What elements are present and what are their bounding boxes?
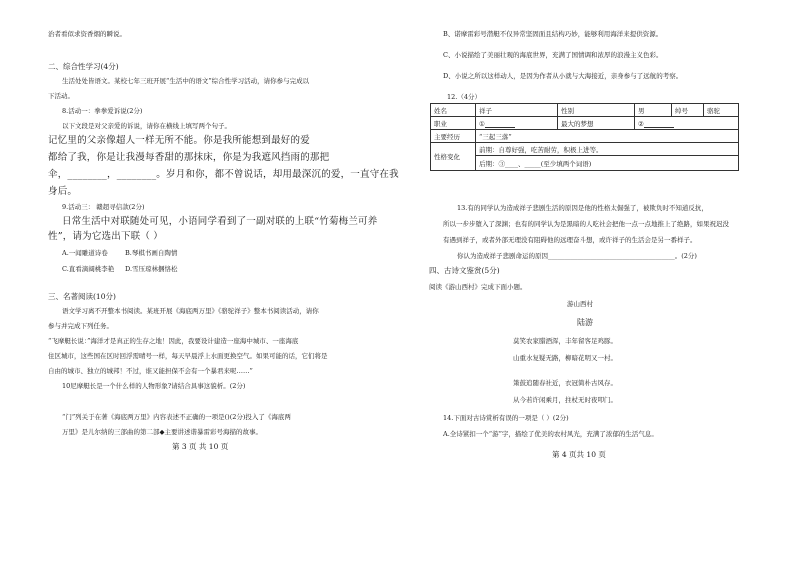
activity-1-desc: 以下文段是对父亲爱的诉说，请你在横线上填写两个句子。 [62,122,231,130]
option-c-right: C、小说描绘了美丽壮观的海底世界，充满了国情调和浓厚的浪漫主义色彩。 [443,51,663,59]
poem-line-4: 从今若许闲乘月，拄杖无时夜叩门。 [513,396,617,404]
table-cell: “三起三落” [476,130,739,143]
section-2-intro-cont: 下活动。 [48,92,74,100]
question-14-option-a: A.全诗紧扣一个“游”字，描绘了优美的农村风光，充满了浓郁的生活气息。 [443,430,658,438]
question-13-line-4: 你认为造成祥子悲剧命运的原因_______________________________________。(2分) [457,252,697,260]
option-d: D.雪压琼林捆恪松 [125,265,178,273]
table-cell: 后期：③____、_____(至少填两个词语) [476,156,739,171]
table-cell: 性格变化 [431,143,476,171]
poem-line-3: 箫鼓追随春社近，衣冠简朴古风存。 [513,379,617,387]
option-b-right: B、诺摩雷彩号潜艇不仅异常坚固面且结构巧妙，能够利用海洋来提供资源。 [443,30,663,38]
question-13-line-2: 所以一步步堕入了深渊；也有的同学认为是黑暗的人吃社会把他一点一点地推上了绝路，如果祝迟没 [443,220,729,228]
poem-line-1: 莫笑农家腊酒浑，丰年留客足鸡豚。 [513,337,617,345]
table-cell: 主要经历 [431,130,476,143]
activity-1-title: 8.活动一：拳拳爱诉说(2分) [62,107,143,115]
option-c: C.直看滴阔桃李艳 [62,265,115,273]
section-2-title: 二、综合性学习(4分) [48,62,119,71]
blank-1: ① [479,119,485,128]
quote-line-1: “飞摩艇长说：”海洋才是真正的生存之地！因此，我要设计建造一座海中城市、一座海底 [48,337,299,345]
table-cell: 前期：自尊好强，吃苦耐劳，积极上进等。 [476,143,739,156]
character-profile-table [430,103,739,171]
question-12: 12.（4分） [447,93,481,101]
question-11-line-1: “门”列关于在著《海底两万里》内容表述不正确的一项是()(2分)投入了《海底两 [62,413,291,421]
quote-line-3: 自由的城市、独立的城邦！不过，谁又能担保不会有一个暴君来呢……” [48,367,253,375]
table-cell: 职业 [431,117,476,130]
option-b: B.琴棋书画自陶情 [125,249,178,257]
option-d-right: D、小说之所以这样动人，是因为作者从小就与大海接近，亲身参与了远航的考察。 [443,72,683,80]
activity-2-line-1: 日常生活中对联随处可见，小语同学看到了一副对联的上联“竹菊梅兰可养 [62,216,378,227]
question-11-line-2: 万里》是儿尔纳的三部曲的第二部◆主要讲述谐暴雷彩号海描的故事。 [62,428,262,436]
option-a: A.一闻雕道诗卷 [62,249,108,257]
table-cell: 骆驼 [704,104,739,117]
top-line: 治者看似求资香烟的瞬说。 [48,30,126,38]
question-10: 10尼摩艇长是一个什么样的人物形象?请结合具事这貌析。(2分) [62,382,246,390]
answer-blank[interactable] [644,119,674,128]
table-cell: 性别 [558,104,635,117]
activity-2-line-2: 性”，请为它选出下联（ ） [48,231,163,242]
right-page [397,0,794,561]
paragraph-line-3: 伞，________，________。岁月和你，都不曾说话，却用最深沉的爱，一直守在我 [48,169,399,180]
question-13-line-3: 有遇到祥子，或者外部无理没有阻碍他的远理奋斗想，或许祥子的生活会是另一番样子。 [443,236,697,244]
activity-2-title: 9.活动三： 赣超寻信款(2分) [62,203,145,211]
poem-author: 陆游 [577,318,593,327]
paragraph-line-2: 都给了我，你是让我漫每香甜的那抹床，你是为我遮风挡雨的那把 [48,152,330,163]
section-3-title: 三、名著阅读(10分) [48,292,116,301]
table-cell [635,117,739,130]
table-cell: 男 [635,104,672,117]
poem-title: 游山西村 [567,300,593,308]
question-14: 14.下面对古诗赏析有误的一项是（ ）(2分) [443,414,569,422]
table-cell: 祥子 [476,104,558,117]
section-3-line-2: 参与并完成下列任务。 [48,322,113,330]
question-13-line-1: 13.有的同学认为造成祥子悲剧生活的原因是他的性格太倔强了，被欺负时不知道反抗， [457,204,708,212]
poem-line-2: 山重水复疑无路，柳暗花明又一村。 [513,354,617,362]
table-cell: 姓名 [431,104,476,117]
page-footer-right: 第 4 页共 10 页 [552,450,606,459]
section-4-intro: 阅读《游山西村》完成下面小题。 [429,283,527,291]
quote-line-2: 住区城市，这些国在区时回浮需晴号一样，每天早晨浮上水面更换空气。如果可能的话，它们将是 [48,352,328,360]
section-3-line-1: 语文学习离不开整本书阅读。某班开展《海底两万里》《骆驼祥子》整本书阅读活动，请你 [62,307,319,315]
paragraph-line-1: 记忆里的父亲像超人一样无所不能。你是我所能想到最好的爱 [48,135,310,146]
answer-blank[interactable] [485,119,515,128]
paragraph-line-4: 身后。 [48,186,78,197]
page-footer-left: 第 3 页 共 10 页 [172,442,229,451]
table-cell: 最大的梦想 [558,117,635,130]
table-cell: 绰号 [672,104,704,117]
section-4-title: 四、古诗文鉴赏(5分) [429,266,500,275]
blank-2: ② [638,119,644,128]
section-2-intro: 生活处处皆语文。某校七年三班开展“生活中的语文”综合性学习活动，请你参与完成以 [62,77,310,85]
table-cell [476,117,558,130]
